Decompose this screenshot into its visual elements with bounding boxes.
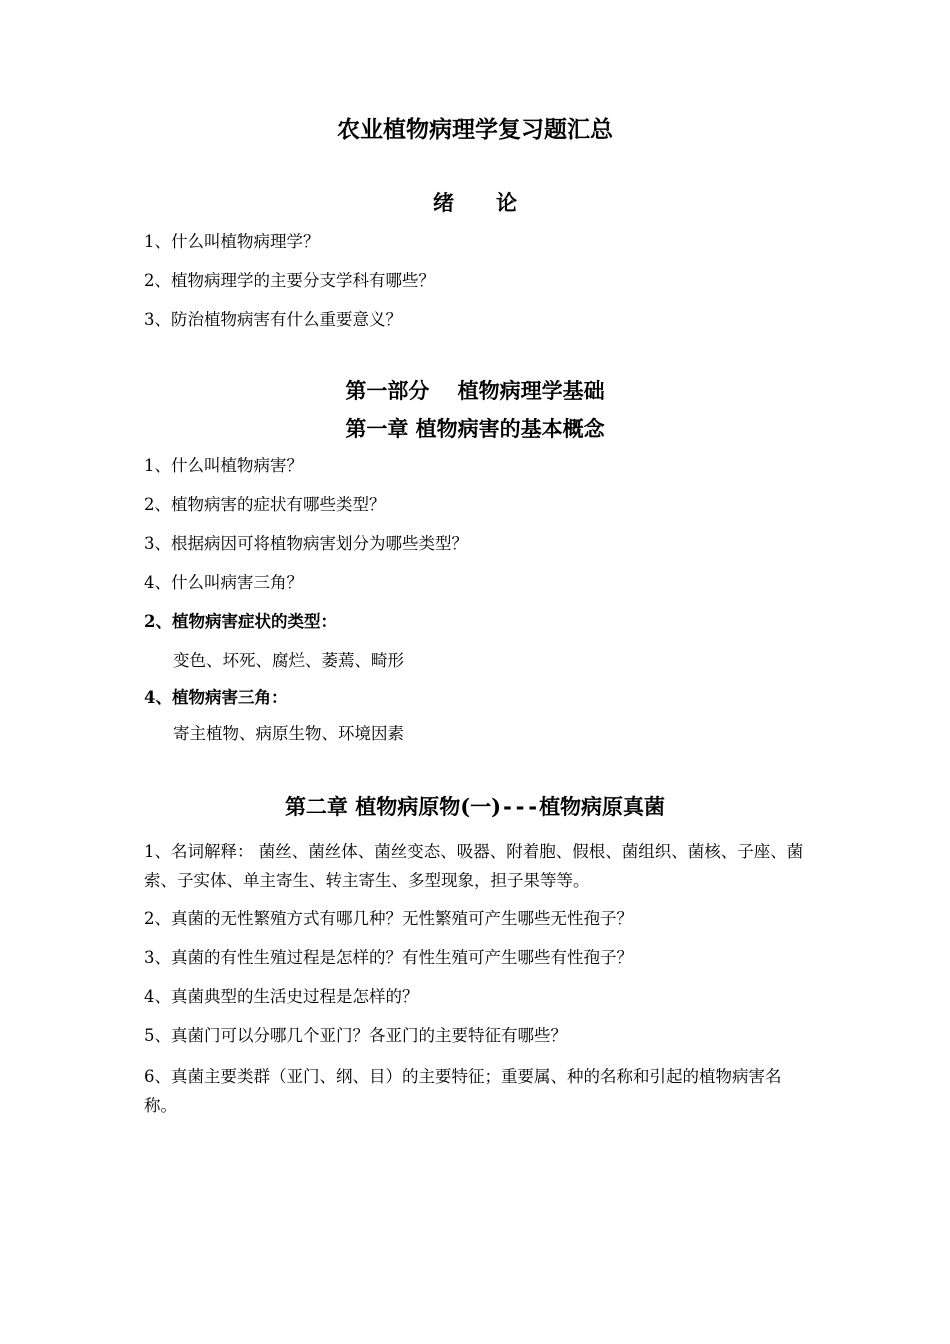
chapter2-heading-prefix: 第二章 植物病原物(一) [284,794,502,819]
chapter1-question-1: 1、什么叫植物病害？ [144,456,303,475]
chapter2-question-3: 3、真菌的有性生殖过程是怎样的？有性生殖可产生哪些有性孢子？ [144,948,633,967]
chapter1-question-4: 4、什么叫病害三角？ [144,573,303,592]
chapter2-heading-dashes: --- [501,795,540,819]
intro-question-2: 2、植物病理学的主要分支学科有哪些？ [144,271,435,290]
chapter2-question-1: 1、名词解释： 菌丝、菌丝体、菌丝变态、吸器、附着胞、假根、菌组织、菌核、子座、菌索、子实体、单主寄生、转主寄生、多型现象，担子果等等。 [144,842,804,890]
chapter2-question-2: 2、真菌的无性繁殖方式有哪几种？无性繁殖可产生哪些无性孢子？ [144,909,633,928]
chapter2-question-6: 6、真菌主要类群（亚门、纲、目）的主要特征；重要属、种的名称和引起的植物病害名称。 [144,1067,782,1115]
intro-question-3: 3、防治植物病害有什么重要意义？ [144,310,402,329]
answer-text-symptoms: 变色、坏死、腐烂、萎蔫、畸形 [173,651,404,670]
intro-question-1: 1、什么叫植物病理学？ [144,232,320,251]
chapter1-question-3: 3、根据病因可将植物病害划分为哪些类型？ [144,534,468,553]
chapter1-heading: 第一章 植物病害的基本概念 [345,416,605,441]
intro-heading: 绪 论 [433,190,517,215]
answer-label-symptoms: 2、植物病害症状的类型： [144,612,337,631]
answer-label-disease-triangle: 4、植物病害三角： [144,688,288,707]
answer-text-disease-triangle: 寄主植物、病原生物、环境因素 [173,724,404,743]
chapter2-question-5: 5、真菌门可以分哪几个亚门？各亚门的主要特征有哪些？ [144,1026,567,1045]
part1-heading: 第一部分 植物病理学基础 [345,378,605,403]
chapter2-question-4: 4、真菌典型的生活史过程是怎样的？ [144,987,419,1006]
chapter2-heading [0,791,950,821]
document-title: 农业植物病理学复习题汇总 [337,116,613,143]
chapter2-heading-suffix: 植物病原真菌 [539,794,666,819]
chapter1-question-2: 2、植物病害的症状有哪些类型？ [144,495,386,514]
